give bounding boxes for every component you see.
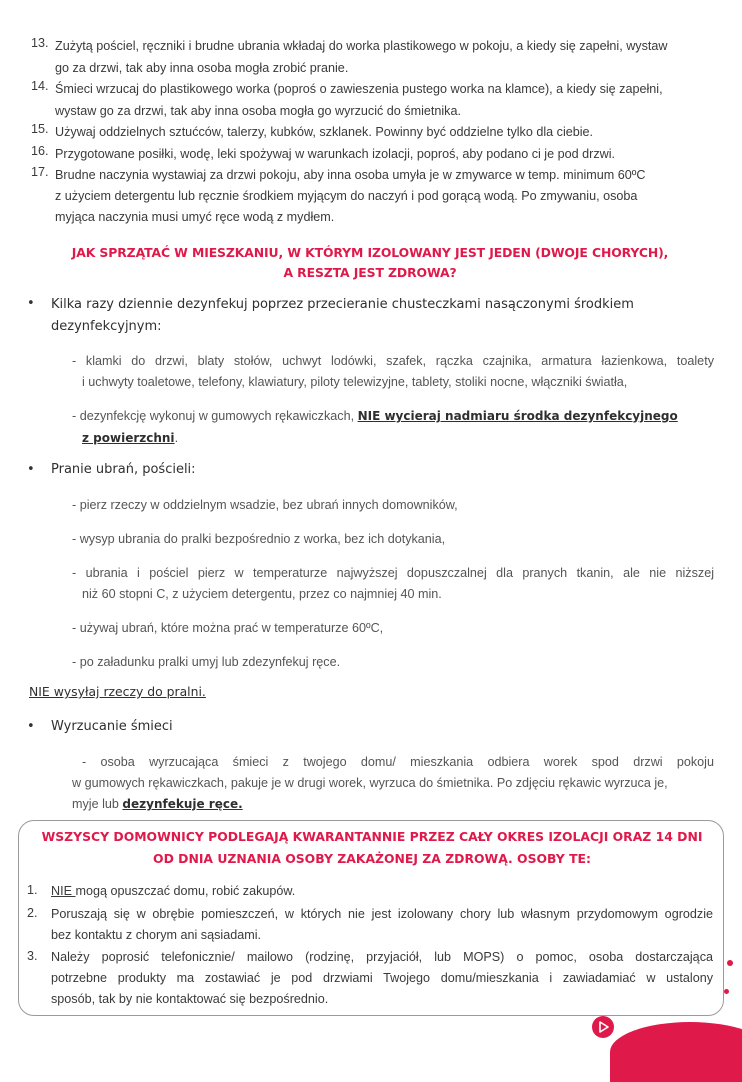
item-text-line: Przygotowane posiłki, wodę, leki spożywaj w warunkach izolacji, poproś, aby podano ci je pod drzwi. [55, 147, 616, 161]
box-item-number: 2. [27, 906, 38, 920]
decorative-dot [724, 989, 729, 994]
item-text-line: z użyciem detergentu lub ręcznie środkiem myjącym do naczyń i pod gorącą wodą. Po zmywaniu, osoba [55, 189, 638, 203]
play-icon[interactable] [592, 1016, 614, 1038]
box-item-3-line1: Należy poprosić telefonicznie/ mailowo (rodzinę, przyjaciół, lub MOPS) o pomoc, osoba dostarczająca [51, 950, 713, 964]
sub-item-gloves-emphasis: z powierzchni [82, 431, 175, 445]
bullet-icon: • [27, 462, 35, 477]
sub-item-laundry-3: - ubrania i pościel pierz w temperaturze najwyższej dopuszczalnej dla pranych tkanin, ale nie niższej [72, 566, 714, 580]
sub-item-surfaces-line1: - klamki do drzwi, blaty stołów, uchwyt lodówki, szafek, rączka czajnika, armatura łazienkowa, toalety [72, 354, 714, 368]
item-text-line: Zużytą pościel, ręczniki i brudne ubrania wkładaj do worka plastikowego w pokoju, a kiedy się zapełni, wystaw [55, 39, 668, 53]
item-number: 14. [31, 79, 49, 93]
box-item-2-line1: Poruszają się w obrębie pomieszczeń, w których nie jest izolowany chory lub własnym przydomowym ogrodzie [51, 907, 713, 921]
bullet-garbage: Wyrzucanie śmieci [51, 719, 173, 734]
sub-item-garbage-line3 [72, 793, 714, 815]
item-text-line: Śmieci wrzucaj do plastikowego worka (poproś o zawieszenia pustego worka na klamce), a kiedy się zapełni, [55, 82, 663, 96]
box-heading-line2: OD DNIA UZNANIA OSOBY ZAKAŻONEJ ZA ZDROWĄ. OSOBY TE: [153, 851, 591, 866]
no-laundromat-note: NIE wysyłaj rzeczy do pralni. [29, 684, 206, 699]
sub-item-gloves-period: . [174, 431, 179, 445]
section-heading-line1: JAK SPRZĄTAĆ W MIESZKANIU, W KTÓRYM IZOLOWANY JEST JEDEN (DWOJE CHORYCH), [71, 245, 669, 260]
sub-item-laundry-3-cont: niż 60 stopni C, z użyciem detergentu, przez co najmniej 40 min. [82, 587, 442, 601]
item-text-line: Brudne naczynia wystawiaj za drzwi pokoju, aby inna osoba umyła je w zmywarce w temp. minimum 60ºC [55, 168, 646, 182]
box-item-1-text: mogą opuszczać domu, robić zakupów. [75, 884, 296, 898]
box-item-2-line2: bez kontaktu z chorym ani sąsiadami. [51, 928, 261, 942]
box-item-number: 1. [27, 883, 38, 897]
box-item-3-line3: sposób, tak by nie kontaktować się bezpośrednio. [51, 992, 329, 1006]
bullet-laundry: Pranie ubrań, pościeli: [51, 462, 196, 477]
item-number: 16. [31, 144, 49, 158]
bullet-disinfect-line2: dezynfekcyjnym: [51, 319, 162, 334]
item-text-line: Używaj oddzielnych sztućców, talerzy, kubków, szklanek. Powinny być oddzielne tylko dla ciebie. [55, 125, 594, 139]
sub-item-laundry-2: - wysyp ubrania do pralki bezpośrednio z worka, bez ich dotykania, [72, 532, 446, 546]
item-number: 13. [31, 36, 49, 50]
sub-item-laundry-4: - używaj ubrań, które można prać w temperaturze 60ºC, [72, 621, 384, 635]
sub-item-gloves-cont [82, 427, 714, 449]
sub-item-laundry-5: - po załadunku pralki umyj lub zdezynfekuj ręce. [72, 655, 341, 669]
sub-item-gloves-text: - dezynfekcję wykonuj w gumowych rękawiczkach, [72, 409, 358, 423]
sub-item-garbage-text: myje lub [72, 797, 123, 811]
box-item-1 [51, 881, 713, 902]
item-number: 15. [31, 122, 49, 136]
bullet-disinfect-line1: Kilka razy dziennie dezynfekuj poprzez przecieranie chusteczkami nasączonymi środkiem [51, 297, 634, 312]
sub-item-garbage-line2: w gumowych rękawiczkach, pakuje je w drugi worek, wyrzuca do śmietnika. Po zdjęciu rękawic wyrzuca je, [72, 776, 668, 790]
item-text-line: myjąca naczynia musi umyć ręce wodą z mydłem. [55, 210, 335, 224]
item-text-line: go za drzwi, tak aby inna osoba mogła zrobić pranie. [55, 61, 349, 75]
sub-item-gloves [72, 405, 714, 427]
bullet-icon: • [27, 296, 35, 311]
box-item-3-line2: potrzebne produkty ma zostawiać je pod drzwiami Twojego domu/mieszkania i zawiadamiać w ustalony [51, 971, 713, 985]
sub-item-laundry-1: - pierz rzeczy w oddzielnym wsadzie, bez ubrań innych domowników, [72, 498, 458, 512]
section-heading-line2: A RESZTA JEST ZDROWA? [283, 265, 457, 280]
box-item-1-emphasis: NIE [51, 884, 76, 898]
bullet-icon: • [27, 719, 35, 734]
box-heading-line1: WSZYSCY DOMOWNICY PODLEGAJĄ KWARANTANNIE PRZEZ CAŁY OKRES IZOLACJI ORAZ 14 DNI [41, 829, 703, 844]
decorative-dot [727, 960, 733, 966]
item-number: 17. [31, 165, 49, 179]
sub-item-gloves-emphasis: NIE wycieraj nadmiaru środka dezynfekcyjnego [357, 409, 678, 423]
sub-item-garbage-emphasis: dezynfekuje ręce. [122, 797, 243, 811]
quarantine-info-box [18, 820, 724, 1016]
sub-item-surfaces-line2: i uchwyty toaletowe, telefony, klawiatury, piloty telewizyjne, tablety, stoliki nocne, włączniki światła, [82, 375, 628, 389]
sub-item-garbage-line1: - osoba wyrzucająca śmieci z twojego domu/ mieszkania odbiera worek spod drzwi pokoju [82, 755, 714, 769]
item-text-line: wystaw go za drzwi, tak aby inna osoba mogła go wyrzucić do śmietnika. [55, 104, 461, 118]
box-item-number: 3. [27, 949, 38, 963]
decorative-blob [610, 1022, 742, 1082]
